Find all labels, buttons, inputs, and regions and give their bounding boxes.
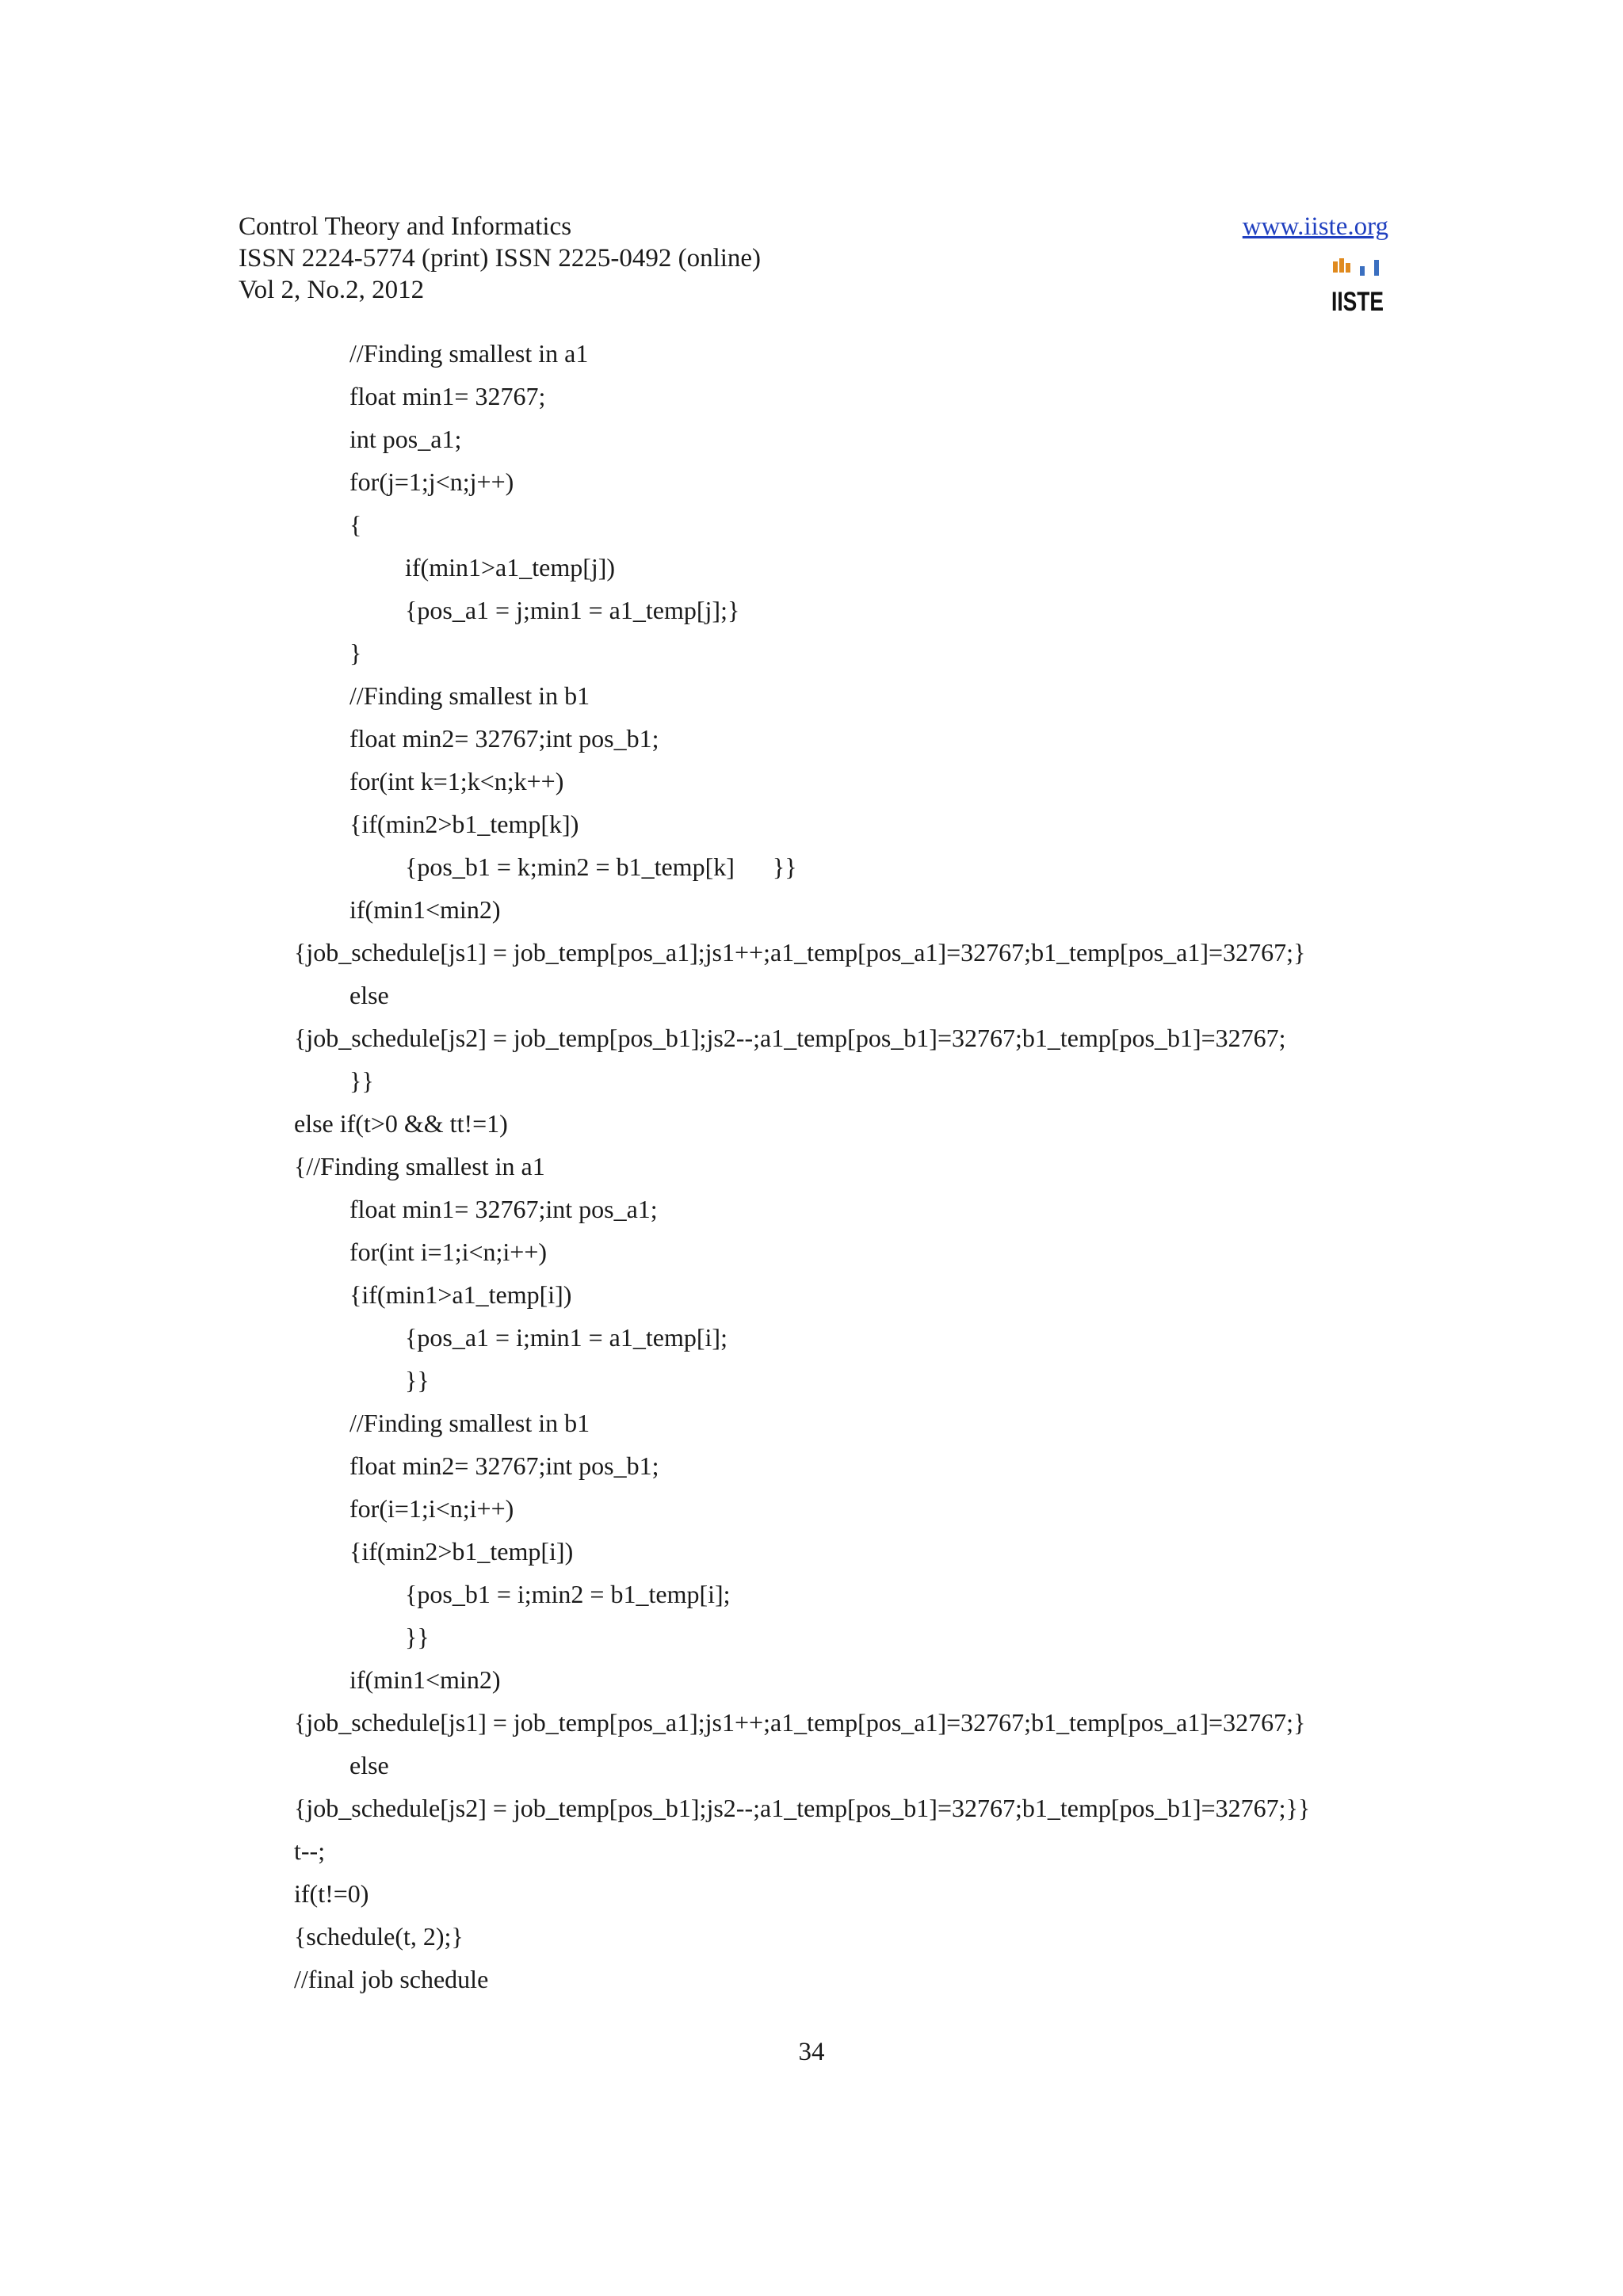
code-line-7: {pos_a1 = j;min1 = a1_temp[j];}: [405, 596, 740, 624]
code-line-16: else: [349, 981, 389, 1009]
volume-line: Vol 2, No.2, 2012: [239, 276, 425, 304]
code-line-21: float min1= 32767;int pos_a1;: [349, 1195, 658, 1223]
code-line-30: {pos_b1 = i;min2 = b1_temp[i];: [405, 1580, 731, 1608]
code-line-2: float min1= 32767;: [349, 382, 546, 410]
page-number: 34: [798, 2038, 825, 2066]
logo-text: IISTE: [1331, 287, 1384, 317]
iiste-logo-icon: [1331, 258, 1385, 317]
journal-title: Control Theory and Informatics: [239, 212, 572, 241]
code-line-25: }}: [405, 1366, 430, 1394]
code-line-14: if(min1<min2): [349, 895, 501, 924]
code-line-18: }}: [349, 1066, 374, 1095]
code-line-28: for(i=1;i<n;i++): [349, 1494, 514, 1523]
code-line-37: if(t!=0): [294, 1879, 369, 1908]
code-line-15: {job_schedule[js1] = job_temp[pos_a1];js1++;a1_temp[pos_a1]=32767;b1_temp[pos_a1]=32767;}: [294, 938, 1306, 967]
code-line-3: int pos_a1;: [349, 425, 462, 453]
code-line-35: {job_schedule[js2] = job_temp[pos_b1];js2--;a1_temp[pos_b1]=32767;b1_temp[pos_b1]=32767;}}: [294, 1794, 1311, 1822]
code-line-36: t--;: [294, 1836, 326, 1865]
code-line-34: else: [349, 1751, 389, 1779]
code-line-11: for(int k=1;k<n;k++): [349, 767, 564, 795]
code-line-1: //Finding smallest in a1: [349, 339, 589, 368]
code-line-33: {job_schedule[js1] = job_temp[pos_a1];js1++;a1_temp[pos_a1]=32767;b1_temp[pos_a1]=32767;}: [294, 1708, 1306, 1737]
code-line-10: float min2= 32767;int pos_b1;: [349, 724, 659, 753]
code-line-38: {schedule(t, 2);}: [294, 1922, 464, 1951]
code-line-27: float min2= 32767;int pos_b1;: [349, 1451, 659, 1480]
code-line-5: {: [349, 510, 362, 539]
code-line-9: //Finding smallest in b1: [349, 681, 590, 710]
code-line-20: {//Finding smallest in a1: [294, 1152, 545, 1180]
code-line-4: for(j=1;j<n;j++): [349, 467, 514, 496]
code-line-39: //final job schedule: [294, 1965, 489, 1993]
code-line-26: //Finding smallest in b1: [349, 1409, 590, 1437]
code-line-24: {pos_a1 = i;min1 = a1_temp[i];: [405, 1323, 727, 1352]
code-line-32: if(min1<min2): [349, 1665, 501, 1694]
code-line-17: {job_schedule[js2] = job_temp[pos_b1];js2--;a1_temp[pos_b1]=32767;b1_temp[pos_b1]=32767;: [294, 1024, 1286, 1052]
code-line-22: for(int i=1;i<n;i++): [349, 1238, 548, 1266]
code-line-8: }: [349, 639, 362, 667]
code-line-19: else if(t>0 && tt!=1): [294, 1109, 508, 1138]
code-line-13: {pos_b1 = k;min2 = b1_temp[k] }}: [405, 852, 797, 881]
code-line-29: {if(min2>b1_temp[i]): [349, 1537, 574, 1566]
website-link[interactable]: www.iiste.org: [1242, 212, 1388, 241]
code-line-12: {if(min2>b1_temp[k]): [349, 810, 579, 838]
issn-line: ISSN 2224-5774 (print) ISSN 2225-0492 (online): [239, 244, 762, 273]
code-line-6: if(min1>a1_temp[j]): [405, 553, 616, 582]
code-line-23: {if(min1>a1_temp[i]): [349, 1280, 572, 1309]
code-line-31: }}: [405, 1623, 430, 1651]
